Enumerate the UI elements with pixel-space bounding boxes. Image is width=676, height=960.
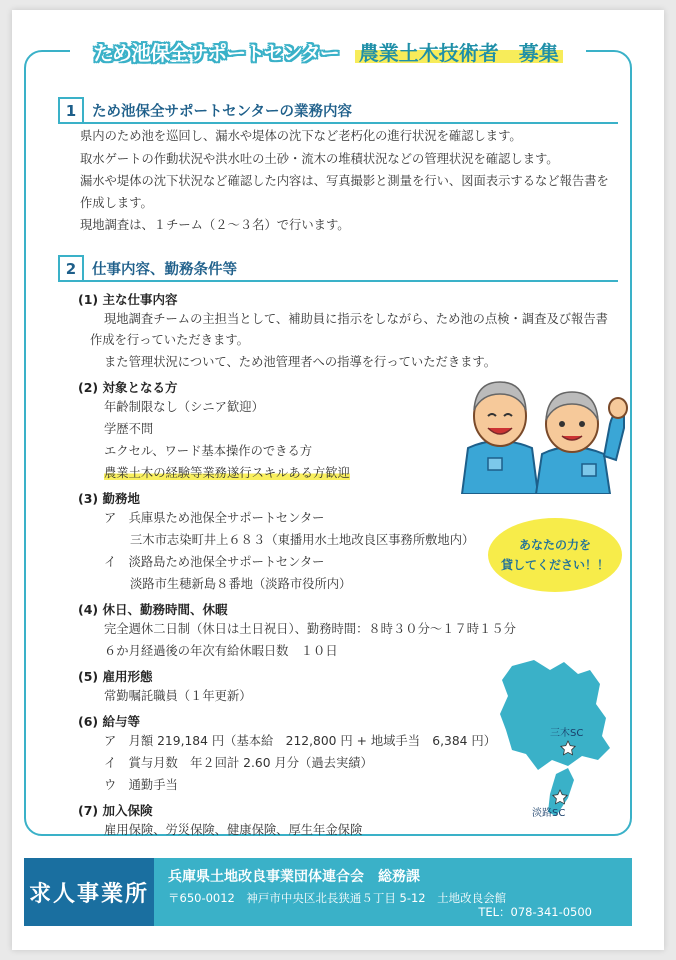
subsection-2-line: 学歴不問 — [104, 422, 154, 436]
page-title: ため池保全サポートセンター — [93, 40, 339, 65]
subsection-2-highlight: 農業土木の経験等業務遂行スキルある方歓迎 — [104, 466, 350, 480]
subsection-4-line: 完全週休二日制（休日は土日祝日）、勤務時間：８時３０分～１７時１５分 — [104, 622, 516, 636]
section-1-line: 取水ゲートの作動状況や洪水吐の土砂・流木の堆積状況などの管理状況を確認します。 — [80, 152, 559, 166]
subsection-3-line: 三木市志染町井上６８３（東播用水土地改良区事務所敷地内） — [130, 533, 475, 547]
subsection-2-line: 年齢制限なし（シニア歓迎） — [104, 400, 264, 414]
footer-label: 求人事業所 — [24, 858, 154, 926]
subsection-1-title: (1) 主な仕事内容 — [78, 292, 178, 307]
subsection-3-title: (3) 勤務地 — [78, 491, 140, 506]
footer-tel: TEL：078-341-0500 — [478, 905, 592, 919]
section-1-header — [58, 98, 618, 124]
subsection-6-line: ア 月額 219,184 円（基本給 212,800 円 + 地域手当 6,384 円） — [104, 734, 497, 748]
subsection-6-line: イ 賞与月数 年２回計 2.60 月分（過去実績） — [104, 756, 373, 770]
subsection-1-line: 作成を行っていただきます。 — [90, 333, 249, 347]
footer-address: 〒650-0012 神戸市中央区北長狭通５丁目 5-12 土地改良会館 — [168, 891, 507, 905]
subsection-2-highlight-wrap — [104, 463, 350, 484]
section-2-title: 仕事内容、勤務条件等 — [92, 261, 237, 278]
bubble-line-2: 貸してください！！ — [500, 558, 609, 572]
subsection-3-line: 淡路市生穂新島８番地（淡路市役所内） — [130, 577, 352, 591]
hyogo-map — [498, 656, 616, 832]
section-1-line: 県内のため池を巡回し、漏水や堤体の沈下など老朽化の進行状況を確認します。 — [80, 129, 522, 143]
section-1-title: ため池保全サポートセンターの業務内容 — [92, 103, 352, 120]
subsection-2-title: (2) 対象となる方 — [78, 380, 178, 395]
speech-bubble — [488, 518, 622, 592]
subsection-1-line: また管理状況について、ため池管理者への指導を行っていただきます。 — [104, 355, 497, 369]
section-1-line: 作成します。 — [80, 196, 153, 210]
subsection-4-line: ６か月経過後の年次有給休暇日数 １０日 — [104, 644, 338, 658]
subsection-4-title: (4) 休日、勤務時間、休暇 — [78, 602, 228, 617]
bubble-line-1: あなたの力を — [518, 538, 591, 552]
footer — [24, 858, 632, 926]
footer-organization: 兵庫県土地改良事業団体連合会 総務課 — [168, 869, 420, 885]
subsection-3-line: ア 兵庫県ため池保全サポートセンター — [104, 511, 325, 525]
map-label-awaji: 淡路SC — [532, 808, 566, 819]
footer-contact — [154, 858, 632, 926]
subsection-3-line: イ 淡路島ため池保全サポートセンター — [104, 555, 325, 569]
subsection-7-line: 雇用保険、労災保険、健康保険、厚生年金保険 — [104, 823, 363, 837]
subsection-5-title: (5) 雇用形態 — [78, 669, 153, 684]
section-2-number: 2 — [58, 255, 84, 281]
subsection-7-title: (7) 加入保険 — [78, 803, 153, 818]
title-bar — [70, 34, 586, 68]
section-1-line: 漏水や堤体の沈下状況など確認した内容は、写真撮影と測量を行い、図面表示するなど報告書を — [80, 174, 609, 188]
subsection-1-line: 現地調査チームの主担当として、補助員に指示をしながら、ため池の点検・調査及び報告書 — [104, 312, 608, 326]
section-2-header — [58, 256, 618, 282]
subsection-6-title: (6) 給与等 — [78, 714, 140, 729]
subsection-5-line: 常勤嘱託職員（１年更新） — [104, 689, 252, 703]
map-label-miki: 三木SC — [550, 728, 584, 739]
page-subtitle: 農業土木技術者 募集 — [355, 37, 563, 66]
subsection-2-line: エクセル、ワード基本操作のできる方 — [104, 444, 313, 458]
workers-illustration — [458, 368, 628, 494]
section-1-number: 1 — [58, 97, 84, 123]
section-1-line: 現地調査は、１チーム（２～３名）で行います。 — [80, 218, 350, 232]
subsection-6-line: ウ 通勤手当 — [104, 778, 178, 792]
